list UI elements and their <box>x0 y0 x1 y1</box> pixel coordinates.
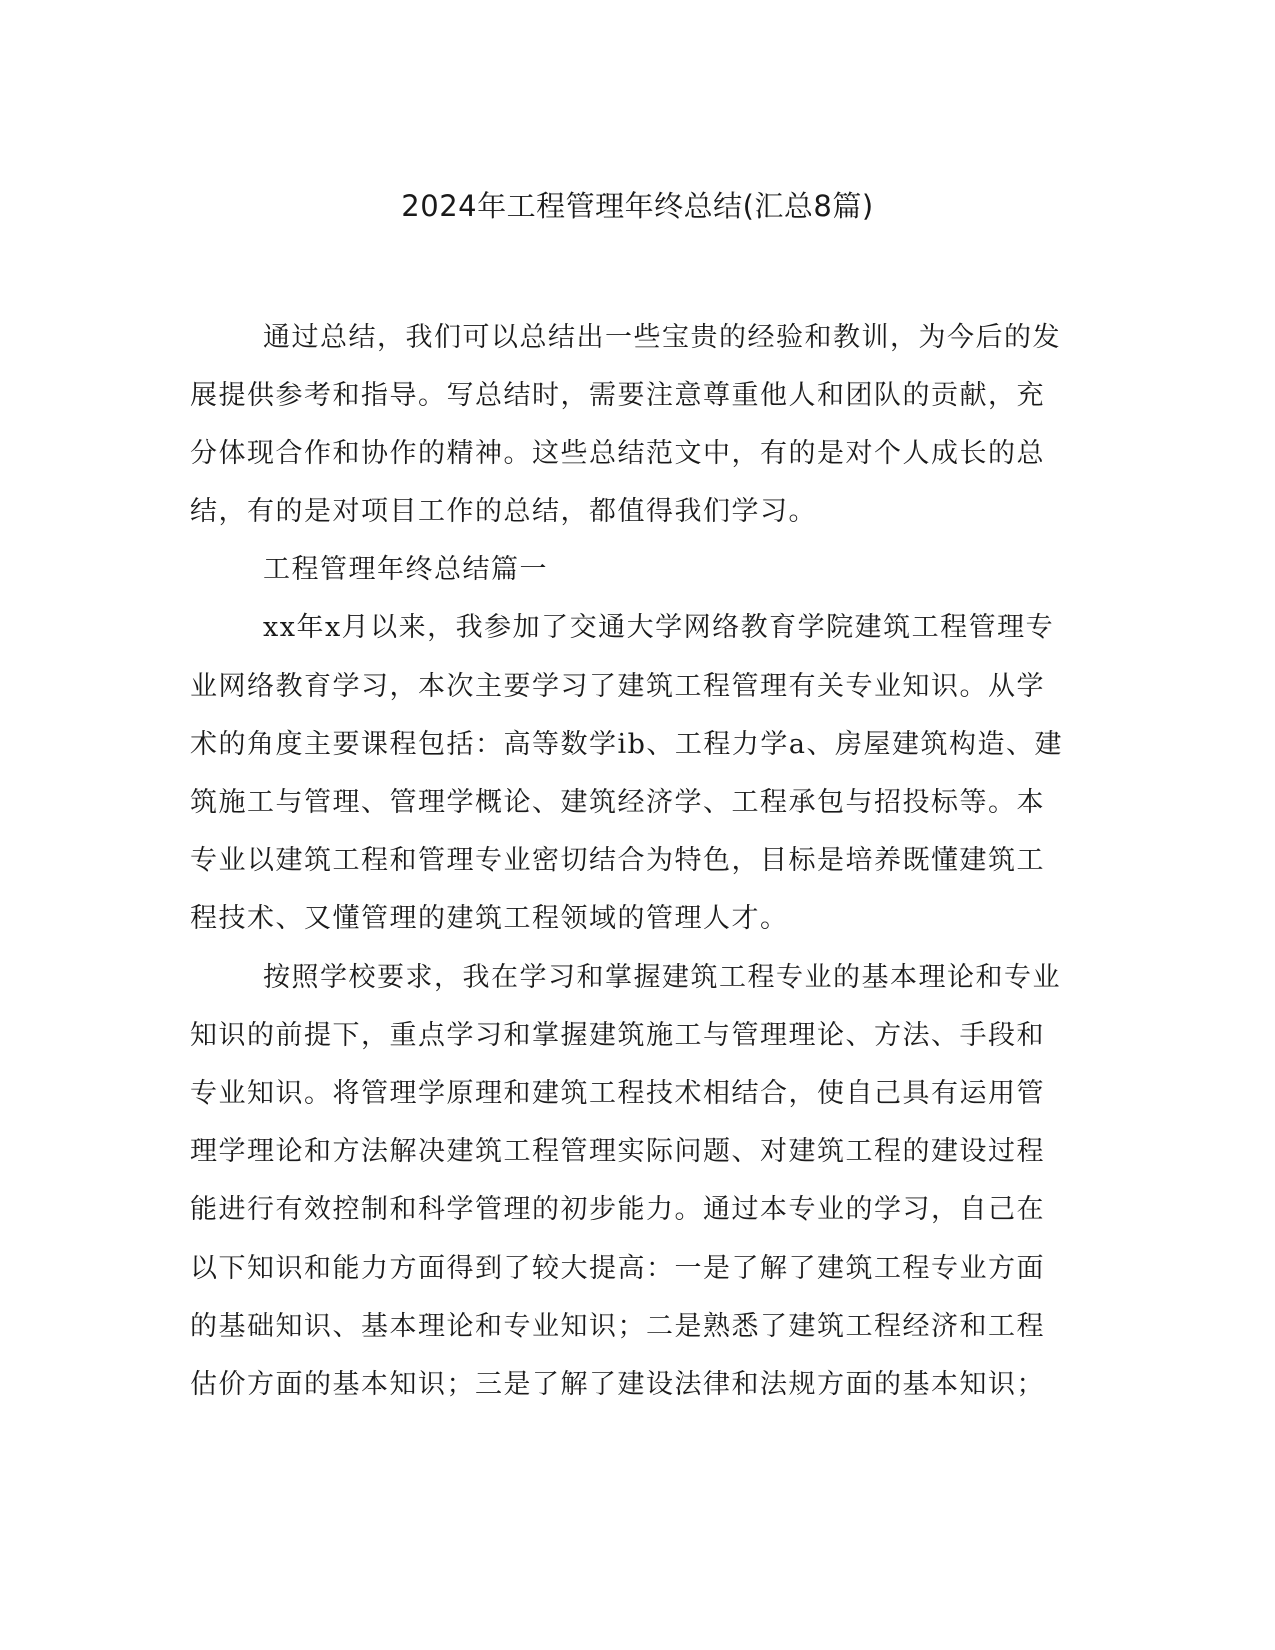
paragraph-line: 知识的前提下，重点学习和掌握建筑施工与管理理论、方法、手段和 <box>190 1020 1045 1051</box>
paragraph-line: 术的角度主要课程包括：高等数学ib、工程力学a、房屋建筑构造、建 <box>190 729 1064 760</box>
paragraph-line: 筑施工与管理、管理学概论、建筑经济学、工程承包与招投标等。本 <box>190 787 1045 818</box>
paragraph-line: 结，有的是对项目工作的总结，都值得我们学习。 <box>190 496 817 527</box>
paragraph-line: 的基础知识、基本理论和专业知识；二是熟悉了建筑工程经济和工程 <box>190 1311 1045 1342</box>
section-heading: 工程管理年终总结篇一 <box>263 554 548 585</box>
paragraph-line: 专业知识。将管理学原理和建筑工程技术相结合，使自己具有运用管 <box>190 1078 1045 1109</box>
paragraph-line: 分体现合作和协作的精神。这些总结范文中，有的是对个人成长的总 <box>190 438 1045 469</box>
paragraph-line: 能进行有效控制和科学管理的初步能力。通过本专业的学习，自己在 <box>190 1194 1045 1225</box>
paragraph-line: 程技术、又懂管理的建筑工程领域的管理人才。 <box>190 903 789 934</box>
paragraph-line: 展提供参考和指导。写总结时，需要注意尊重他人和团队的贡献，充 <box>190 380 1045 411</box>
document-title: 2024年工程管理年终总结(汇总8篇) <box>401 189 874 223</box>
paragraph-line: 通过总结，我们可以总结出一些宝贵的经验和教训，为今后的发 <box>263 322 1061 353</box>
paragraph-line: 以下知识和能力方面得到了较大提高：一是了解了建筑工程专业方面 <box>190 1253 1045 1284</box>
paragraph-line: 业网络教育学习，本次主要学习了建筑工程管理有关专业知识。从学 <box>190 671 1045 702</box>
paragraph-line: 按照学校要求，我在学习和掌握建筑工程专业的基本理论和专业 <box>263 962 1061 993</box>
paragraph-line: 估价方面的基本知识；三是了解了建设法律和法规方面的基本知识； <box>190 1369 1045 1400</box>
paragraph-line: 专业以建筑工程和管理专业密切结合为特色，目标是培养既懂建筑工 <box>190 845 1045 876</box>
paragraph-line: 理学理论和方法解决建筑工程管理实际问题、对建筑工程的建设过程 <box>190 1136 1045 1167</box>
paragraph-line: xx年x月以来，我参加了交通大学网络教育学院建筑工程管理专 <box>263 612 1055 643</box>
